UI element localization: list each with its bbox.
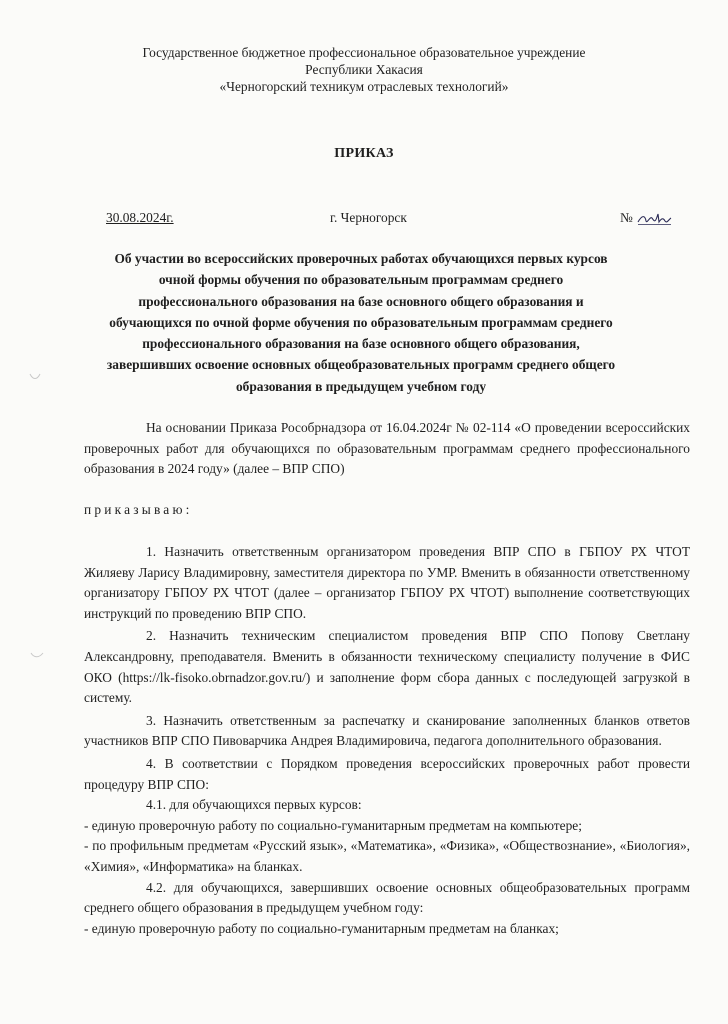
item-3: 3. Назначить ответственным за распечатку и сканирование заполненных бланков ответов участников ВПР СПО Пивоварчика Андрея Владимировича, педагога дополнительного образования. xyxy=(84,712,690,749)
org-line-2: Республики Хакасия xyxy=(305,62,423,77)
order-basis: На основании Приказа Рособрнадзора от 16.04.2024г № 02-114 «О проведении всероссийских проверочных работ для обучающихся по образовательным программам среднего профессионального образования в 2024 году» (далее – ВПР СПО) xyxy=(84,420,690,476)
order-subject xyxy=(78,248,644,397)
scan-mark-left xyxy=(28,370,42,384)
item-2: 2. Назначить техническим специалистом проведения ВПР СПО Попову Светлану Александровну, преподавателя. Вменить в обязанности техническому специалисту получение в ФИС ОКО (https://lk-fisoko.obrnadzor.gov.ru/) и заполнение форм сбора данных с последующей загрузкой в систему. xyxy=(84,628,690,706)
subject-line-2: очной формы обучения по образовательным программам среднего xyxy=(158,272,564,288)
subject-line-1: Об участии во всероссийских проверочных работах обучающихся первых курсов xyxy=(114,251,608,266)
organization-header xyxy=(0,44,728,95)
subject-line-5: профессионального образования на базе основного общего образования, xyxy=(142,336,580,352)
subject-line-3: профессионального образования на базе основного общего образования и xyxy=(138,293,584,309)
item-4-1: 4.1. для обучающихся первых курсов: xyxy=(146,797,362,813)
subject-line-7: образования в предыдущем учебном году xyxy=(235,378,487,394)
org-line-1: Государственное бюджетное профессиональное образовательное учреждение xyxy=(142,45,586,60)
item-4-2-a: - единую проверочную работу по социально-гуманитарным предметам на бланках; xyxy=(84,920,559,936)
document-title: ПРИКАЗ xyxy=(334,146,394,161)
order-date: 30.08.2024г. xyxy=(106,210,174,225)
order-city: г. Черногорск xyxy=(330,210,407,225)
item-4-1-a: - единую проверочную работу по социально-гуманитарным предметам на компьютере; xyxy=(84,817,582,833)
order-items xyxy=(84,542,690,939)
subject-line-4: обучающихся по очной форме обучения по образовательным программам среднего xyxy=(109,314,613,330)
order-directive: приказываю: xyxy=(84,502,193,517)
org-line-3: «Черногорский техникум отраслевых технологий» xyxy=(219,79,509,94)
subject-line-6: завершивших освоение основных общеобразовательных программ среднего общего xyxy=(106,357,616,373)
number-prefix: № xyxy=(620,210,633,225)
item-1: 1. Назначить ответственным организатором проведения ВПР СПО в ГБПОУ РХ ЧТОТ Жиляеву Ларису Владимировну, заместителя директора по УМР. Вменить в обязанности ответственному организатору ГБПОУ РХ ЧТОТ (далее – организатор ГБПОУ РХ ЧТОТ) выполнение соответствующих инструкций по проведению ВПР СПО. xyxy=(84,544,690,621)
scan-mark-left-2 xyxy=(30,650,44,660)
item-4-2: 4.2. для обучающихся, завершивших освоение основных общеобразовательных программ среднего общего образования в предыдущем учебном году: xyxy=(84,879,690,916)
item-4: 4. В соответствии с Порядком проведения всероссийских проверочных работ провести процедуру ВПР СПО: xyxy=(84,755,690,792)
order-number xyxy=(620,210,672,226)
item-4-1-b: - по профильным предметам «Русский язык», «Математика», «Физика», «Обществознание», «Биология», «Химия», «Информатика» на бланках. xyxy=(84,838,690,874)
handwritten-number-icon xyxy=(636,213,672,225)
